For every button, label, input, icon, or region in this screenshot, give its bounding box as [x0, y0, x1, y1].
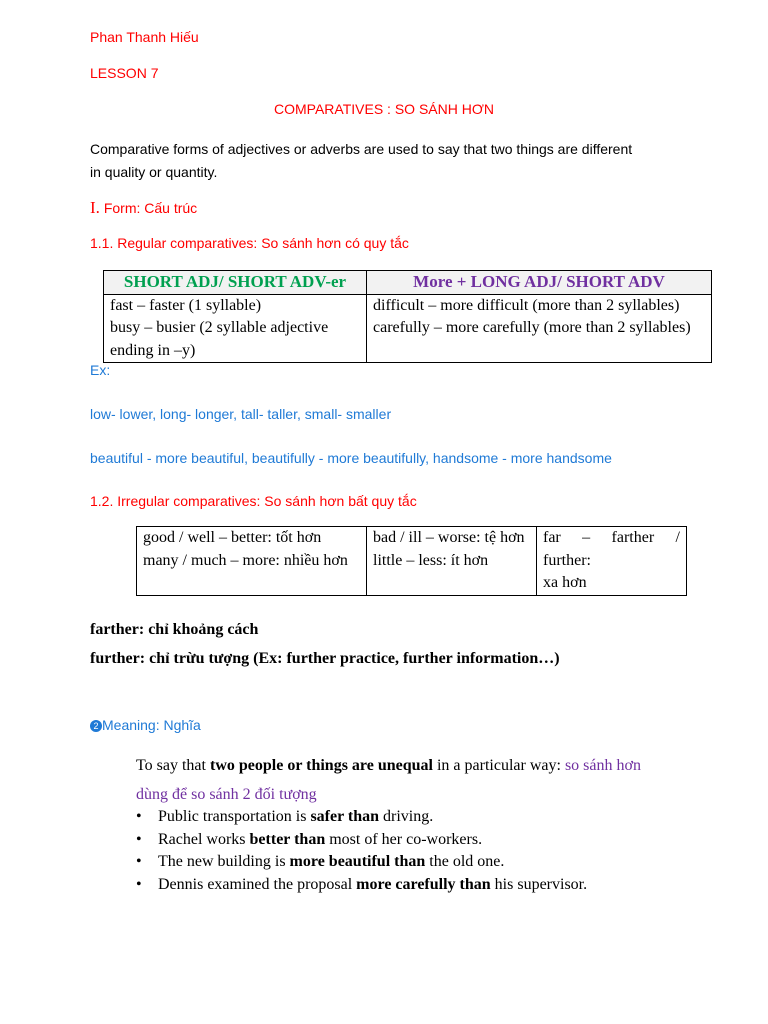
table-header-short: SHORT ADJ/ SHORT ADV-er — [104, 271, 367, 295]
example-sentences-list — [136, 806, 587, 896]
irregular-cell-good-many — [137, 527, 367, 596]
list-item — [136, 806, 587, 829]
sentence-bold: better than — [249, 830, 326, 848]
meaning-vi-1: so sánh hơn — [564, 757, 641, 774]
short-examples-cell — [104, 294, 367, 363]
sentence-post: driving. — [379, 808, 434, 825]
list-item — [136, 851, 587, 874]
farther-word: farther — [611, 529, 655, 546]
meaning-label: Meaning: Nghĩa — [102, 717, 201, 733]
bullet-icon: • — [136, 830, 142, 848]
sentence-bold: more carefully than — [356, 875, 491, 893]
irregular-comparatives-heading: 1.2. Irregular comparatives: So sánh hơn bất quy tắc — [90, 493, 417, 509]
table-line: busy – busier (2 syllable adjective — [110, 319, 329, 336]
sentence-pre: Rachel works — [158, 830, 250, 848]
intro-paragraph — [90, 138, 632, 184]
sentence-pre: Public transportation is — [158, 808, 311, 825]
intro-line-2: in quality or quantity. — [90, 164, 218, 180]
sentence-post: the old one. — [425, 853, 505, 870]
sentence-post: his supervisor. — [490, 875, 588, 893]
meaning-line-1 — [136, 751, 641, 780]
example-line-short: low- lower, long- longer, tall- taller, small- smaller — [90, 406, 392, 422]
list-item — [136, 874, 587, 897]
section-form-label: Form: Cấu trúc — [103, 200, 198, 216]
meaning-heading — [90, 717, 201, 733]
sentence-bold: more beautiful than — [289, 853, 426, 870]
list-item — [136, 829, 587, 852]
meaning-text-post: in a particular way: — [432, 757, 565, 774]
section-numeral: I. — [90, 198, 100, 217]
long-examples-cell — [367, 294, 712, 363]
table-line: further: — [543, 551, 591, 569]
page-title: COMPARATIVES : SO SÁNH HƠN — [274, 101, 494, 117]
sentence-post: most of her co-workers. — [325, 830, 483, 848]
irregular-cell-bad-little — [367, 527, 537, 596]
table-line: many / much – more: nhiều hơn — [143, 551, 348, 569]
regular-comparatives-table — [103, 270, 712, 363]
example-line-long: beautiful - more beautiful, beautifully - more beautifully, handsome - more handsome — [90, 450, 612, 466]
table-header-long: More + LONG ADJ/ SHORT ADV — [367, 271, 712, 295]
meaning-vi-2: dùng để so sánh 2 đối tượng — [136, 786, 317, 803]
table-line: difficult – more difficult (more than 2 syllables) — [373, 296, 680, 314]
far-word: far — [543, 529, 561, 546]
bullet-icon: • — [136, 808, 142, 825]
sentence-bold: safer than — [310, 808, 380, 825]
table-line: carefully – more carefully (more than 2 syllables) — [373, 319, 691, 336]
table-line: xa hơn — [543, 574, 587, 591]
table-line: bad / ill – worse: tệ hơn — [373, 529, 525, 546]
meaning-text-bold: two people or things are unequal — [209, 757, 433, 774]
further-note: further: chỉ trừu tượng (Ex: further practice, further information…) — [90, 650, 560, 667]
table-line: ending in –y) — [110, 341, 196, 359]
far-dash: – — [582, 529, 591, 546]
irregular-comparatives-table — [136, 526, 687, 596]
lesson-label: LESSON 7 — [90, 65, 159, 81]
intro-line-1: Comparative forms of adjectives or adverbs are used to say that two things are different — [90, 141, 633, 157]
section-form-heading — [90, 198, 197, 218]
number-circle-icon: 2 — [90, 720, 102, 732]
far-slash: / — [675, 529, 680, 546]
bullet-icon: • — [136, 875, 142, 893]
table-line — [543, 527, 680, 550]
table-line: little – less: ít hơn — [373, 551, 489, 569]
table-line: good / well – better: tốt hơn — [143, 529, 322, 546]
sentence-pre: Dennis examined the proposal — [158, 875, 357, 893]
table-line: fast – faster (1 syllable) — [110, 296, 262, 314]
example-label: Ex: — [90, 362, 111, 378]
sentence-pre: The new building is — [158, 853, 290, 870]
author-name: Phan Thanh Hiếu — [90, 29, 199, 45]
bullet-icon: • — [136, 853, 142, 870]
irregular-cell-far — [537, 527, 687, 596]
regular-comparatives-heading: 1.1. Regular comparatives: So sánh hơn có quy tắc — [90, 235, 409, 251]
farther-note: farther: chỉ khoảng cách — [90, 621, 259, 638]
meaning-paragraph — [136, 751, 641, 809]
meaning-text-pre: To say that — [136, 757, 210, 774]
